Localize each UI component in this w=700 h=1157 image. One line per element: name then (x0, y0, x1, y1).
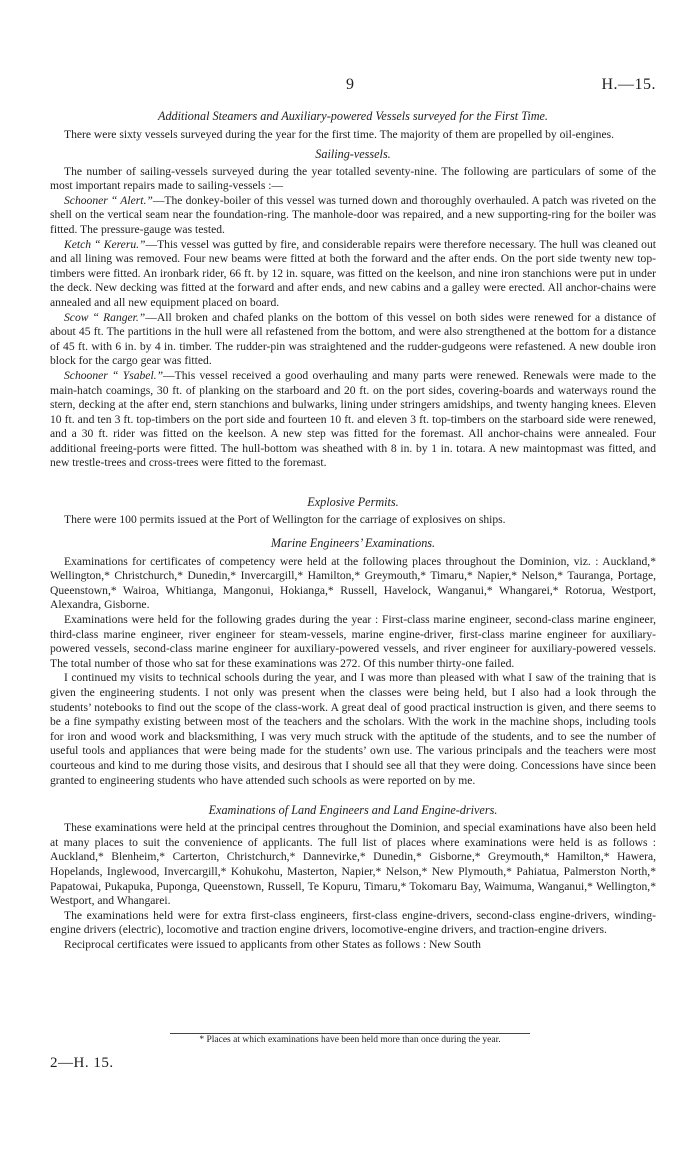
paragraph-reciprocal-certificates: Reciprocal certificates were issued to applicants from other States as follows : New South (64, 937, 481, 951)
paragraph-sailing-intro: The number of sailing-vessels surveyed during the year totalled seventy-nine. The following are particulars of some of the most important repairs made to sailing-vessels :— (50, 164, 656, 193)
section-heading-sailing-vessels: Sailing-vessels. (315, 146, 391, 161)
paragraph-land-places: These examinations were held at the principal centres throughout the Dominion, and special examinations have also been held at many places to suit the convenience of applicants. The full list of places where examinations were held is as follows : Auckland,* Blenheim,* Carterton, Christchurch,* Dannevirke,* Dunedin,* Gisborne,* Greymouth,* Hamilton,* Hawera, Hopelands, Inglewood, Invercargill,* Kohukohu, Masterton, Napier,* Nelson,* New Plymouth,* Pahiatua, Palmerston North,* Papatowai, Pukapuka, Puponga, Queenstown, Russell, Te Kopuru, Timaru,* Tokomaru Bay, Waimuma, Wanganui,* Wellington,* Westport, and Whangarei. (50, 821, 656, 908)
vessel-name-ranger: Scow “ Ranger.” (64, 310, 146, 324)
paragraph-explosive-permits: There were 100 permits issued at the Port of Wellington for the carriage of explosives on ships. (64, 513, 506, 527)
vessel-name-kereru: Ketch “ Kereru.” (64, 237, 146, 251)
section-heading-explosive-permits: Explosive Permits. (307, 495, 399, 510)
report-reference: H.—15. (601, 76, 656, 93)
paragraph-marine-places: Examinations for certificates of competency were held at the following places throughout the Dominion, viz. : Auckland,* Wellington,* Christchurch,* Dunedin,* Invercargill,* Hamilton,* Greymouth,* Timaru,* Napier,* Nelson,* Tauranga, Portage, Queenstown,* Wairoa, Whitianga, Mangonui, Hokianga,* Russell, Havelock, Wanganui,* Whangarei,* Rotorua, Westport, Alexandra, Gisborne. (50, 554, 656, 612)
paragraph-land-grades: The examinations held were for extra first-class engineers, first-class engine-drivers, second-class engine-drivers, winding-engine drivers (electric), locomotive and traction engine drivers, locomotive-engine drivers, and traction-engine drivers. (50, 908, 656, 937)
paragraph-first-time: There were sixty vessels surveyed during the year for the first time. The majority of them are propelled by oil-engines. (64, 128, 614, 141)
section-heading-marine-engineers: Marine Engineers’ Examinations. (270, 535, 436, 550)
vessel-text-alert: —The donkey-boiler of this vessel was turned down and thoroughly overhauled. A patch was riveted on the shell on the vertical seam near the foundation-ring. The manhole-door was repaired, and a new supporting-ring for the boiler was fitted. The pressure-gauge was tested. (50, 193, 656, 236)
vessel-text-ysabel: —This vessel received a good overhauling and many parts were renewed. Renewals were made to the main-hatch coamings, 30 ft. of planking on the starboard and 20 ft. on the port sides, covering-boards and waterways round the stern, decking at the after end, stern stanchions and bulwarks, lining under stringers amidships, and twenty hanging knees. Eleven 10 ft. and ten 3 ft. top-timbers on the port side and fourteen 10 ft. and eleven 3 ft. top-timbers on the starboard side were renewed, and a 30 ft. rider was fitted on the keelson. A new step was fitted for the foremast. All anchor-chains were annealed. Four additional freeing-ports were fitted. The hull-bottom was sheathed with 8 in. by 1 in. totara. A new maintopmast was fitted, and new trestle-trees and cross-trees were fitted to the foremast. (50, 368, 657, 470)
paragraph-schooner-ysabel (50, 369, 656, 471)
paragraph-ketch-kereru (50, 238, 656, 311)
vessel-name-alert: Schooner “ Alert.” (64, 193, 153, 207)
footnote-divider (170, 1033, 530, 1034)
page-number: 9 (346, 76, 354, 93)
section-heading-land-engineers: Examinations of Land Engineers and Land Engine-drivers. (208, 803, 498, 818)
footnote: * Places at which examinations have been held more than once during the year. (199, 1035, 501, 1045)
paragraph-scow-ranger (50, 311, 656, 369)
paragraph-marine-grades: Examinations were held for the following grades during the year : First-class marine engineer, second-class marine engineer, third-class marine engineer, river engineer for steam-vessels, marine engine-driver, first-class marine engineer for auxiliary-powered vessels, second-class marine engineer for auxiliary-powered vessels, and river engineer for auxiliary-powered vessels. The total number of those who sat for these examinations was 272. Of this number thirty-one failed. (50, 613, 656, 670)
section-heading-first-time: Additional Steamers and Auxiliary-powered Vessels surveyed for the First Time. (158, 109, 548, 123)
paragraph-technical-schools: I continued my visits to technical schools during the year, and I was more than pleased with what I saw of the training that is given the engineering students. I not only was present when the classes were being held, but I also had a look through the students’ notebooks to find out the scope of the class-work. A great deal of good practical instruction is given, and there seems to be a fine sympathy existing between most of the teachers and the scholars. With the work in the machine shops, including tools for iron and wood work and blacksmithing, I was very much struck with the aptitude of the students, and to see the number of useful tools and appliances that were being made for the students’ own use. The various principals and the teachers were most courteous and kind to me during those visits, and desirous that I should see all that they were doing. Concessions have since been granted to engineering students who have attended such schools as were reported on by me. (50, 671, 656, 787)
signature-mark: 2—H. 15. (50, 1055, 114, 1071)
vessel-text-ranger: —All broken and chafed planks on the bottom of this vessel on both sides were renewed for a distance of about 45 ft. The partitions in the hull were all refastened from the bottom, and were also strengthened at the bottom for a distance of 45 ft. with 6 in. by 4 in. timber. The rudder-pin was straightened and the rudder-gudgeons were refastened. A new double iron block for the cargo gear was fitted. (50, 310, 656, 368)
document-body (50, 109, 656, 953)
paragraph-schooner-alert (50, 194, 656, 238)
vessel-name-ysabel: Schooner “ Ysabel.” (64, 368, 164, 382)
vessel-text-kereru: —This vessel was gutted by fire, and considerable repairs were therefore necessary. The hull was cleaned out and all lining was removed. Four new beams were fitted at both the forward and the after ends. On the port side twenty new top-timbers were fitted. An ironbark rider, 66 ft. by 12 in. square, was fitted on the keelson, and nine iron stanchions were put in under the deck. New decking was fitted at the forward and after ends, and new cabins and a galley were erected. All anchor-chains were annealed and all new equipment placed on board. (50, 237, 656, 309)
